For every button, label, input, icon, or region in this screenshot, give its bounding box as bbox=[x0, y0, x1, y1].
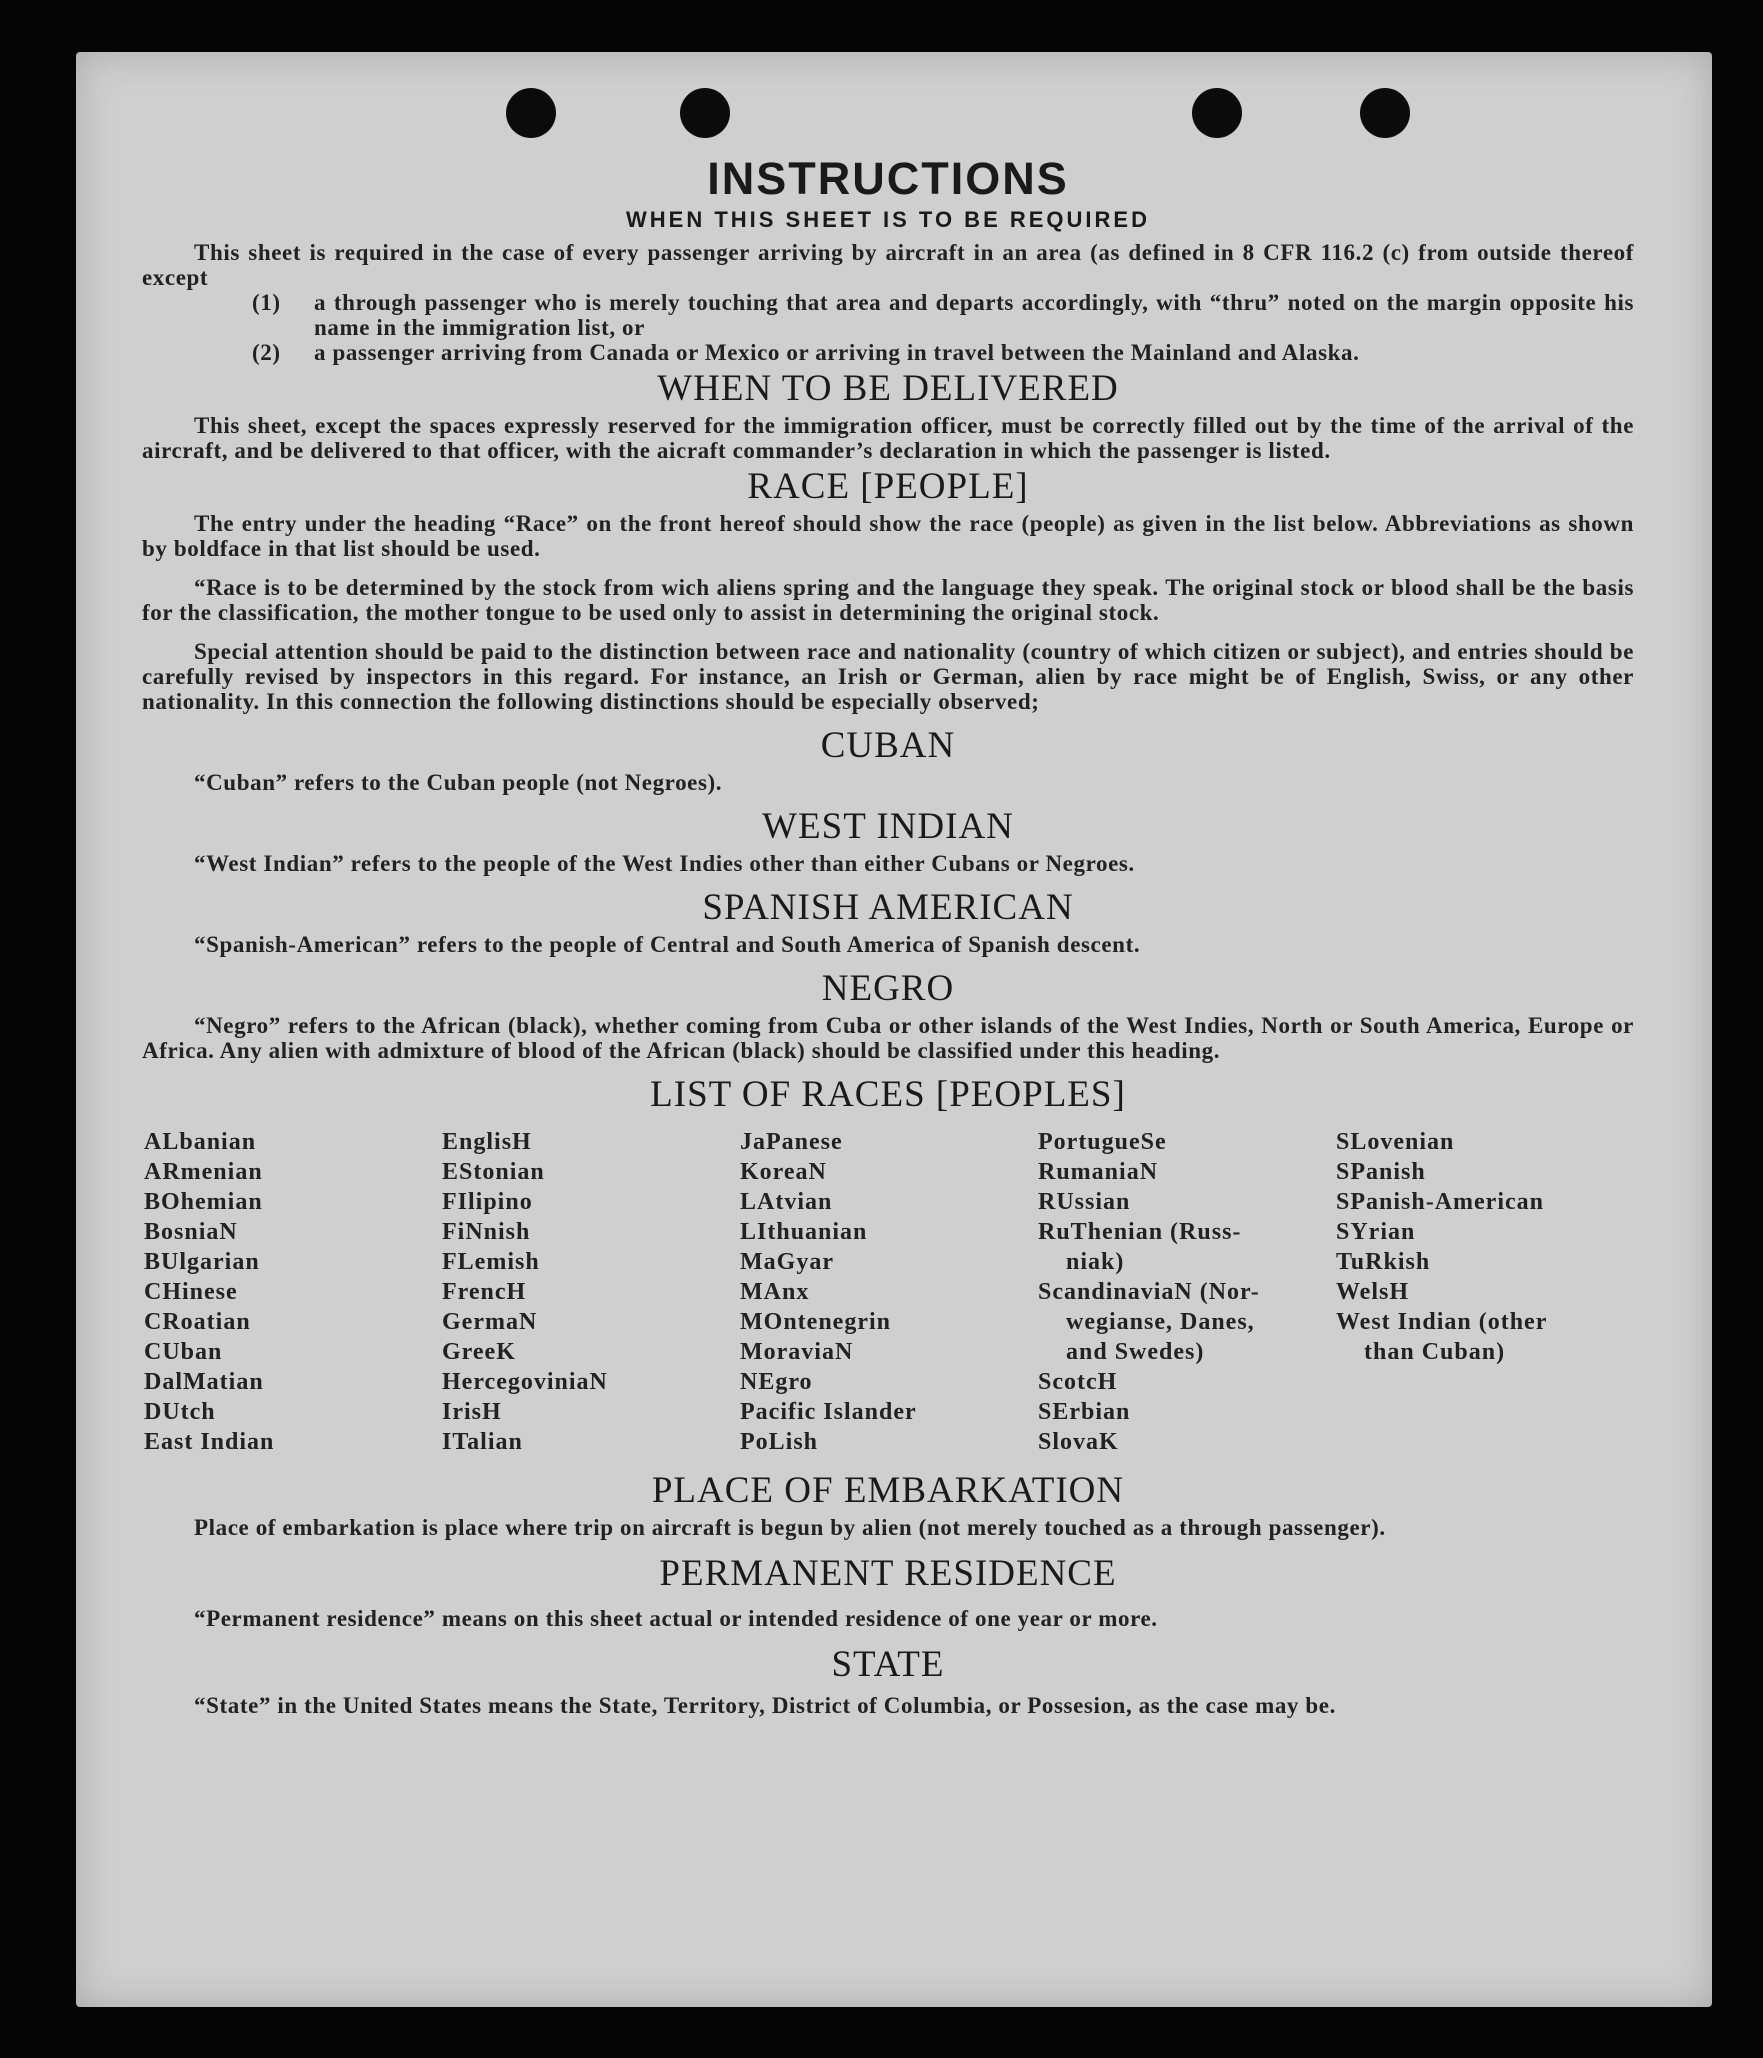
section-heading-spanish-american: SPANISH AMERICAN bbox=[702, 887, 1074, 928]
list-item-text: a passenger arriving from Canada or Mexico or arriving in travel between the Mainland and Alaska. bbox=[314, 340, 1360, 365]
race-entry-continued: niak) bbox=[1066, 1249, 1125, 1275]
race-p1-bold: boldface bbox=[173, 536, 262, 561]
race-entry: GermaN bbox=[442, 1309, 538, 1335]
races-column-5 bbox=[1336, 1127, 1634, 1457]
races-column-4 bbox=[1038, 1127, 1336, 1457]
race-entry: BosniaN bbox=[144, 1219, 238, 1245]
race-paragraph-2: “Race is to be determined by the stock from wich aliens spring and the language they speak. The original stock or blood shall be the basis for the classification, the mother tongue to be used only to assist in determining the original stock. bbox=[142, 575, 1634, 625]
section-heading-residence: PERMANENT RESIDENCE bbox=[659, 1553, 1117, 1594]
section-heading-race: RACE [PEOPLE] bbox=[747, 466, 1029, 507]
spanish-american-paragraph: “Spanish-American” refers to the people of Central and South America of Spanish descent. bbox=[194, 932, 1141, 957]
punch-hole bbox=[506, 88, 556, 138]
section-heading-list-of-races: LIST OF RACES [PEOPLES] bbox=[650, 1074, 1126, 1115]
races-column-2 bbox=[442, 1127, 740, 1457]
race-entry: East Indian bbox=[144, 1429, 275, 1455]
list-item bbox=[252, 290, 1634, 340]
list-item-number: (2) bbox=[252, 340, 281, 365]
race-entry: SPanish-American bbox=[1336, 1189, 1544, 1215]
race-entry-continued: wegianse, Danes, bbox=[1066, 1309, 1255, 1335]
race-entry: PortugueSe bbox=[1038, 1129, 1167, 1155]
list-item-text: a through passenger who is merely touching that area and departs accordingly, with “thru” noted on the margin opposite his name in the immigration list, or bbox=[314, 290, 1634, 340]
page-subtitle: WHEN THIS SHEET IS TO BE REQUIRED bbox=[626, 207, 1150, 232]
list-item bbox=[252, 340, 1634, 365]
races-list bbox=[144, 1127, 1634, 1457]
page-title: INSTRUCTIONS bbox=[707, 153, 1069, 204]
section-heading-cuban: CUBAN bbox=[820, 725, 956, 766]
race-entry: FrencH bbox=[442, 1279, 527, 1305]
race-entry: ARmenian bbox=[144, 1159, 263, 1185]
cuban-paragraph: “Cuban” refers to the Cuban people (not Negroes). bbox=[194, 770, 723, 795]
race-entry: IrisH bbox=[442, 1399, 502, 1425]
race-entry: SlovaK bbox=[1038, 1429, 1119, 1455]
race-entry: MOntenegrin bbox=[740, 1309, 891, 1335]
race-entry: RumaniaN bbox=[1038, 1159, 1159, 1185]
race-entry: CRoatian bbox=[144, 1309, 251, 1335]
punch-hole bbox=[1192, 88, 1242, 138]
race-entry: FiNnish bbox=[442, 1219, 531, 1245]
race-entry: CUban bbox=[144, 1339, 223, 1365]
section-heading-delivered: WHEN TO BE DELIVERED bbox=[657, 368, 1119, 409]
race-entry: JaPanese bbox=[740, 1129, 843, 1155]
race-entry: NEgro bbox=[740, 1369, 813, 1395]
race-entry: HercegoviniaN bbox=[442, 1369, 608, 1395]
race-entry: BOhemian bbox=[144, 1189, 263, 1215]
race-entry: LIthuanian bbox=[740, 1219, 868, 1245]
race-entry: GreeK bbox=[442, 1339, 516, 1365]
race-entry: SLovenian bbox=[1336, 1129, 1455, 1155]
race-p1-before: The entry under the heading “Race” on the front hereof should show the race (people) as given in the list below. Abbreviations as shown by bbox=[142, 511, 1634, 561]
race-entry-continued: and Swedes) bbox=[1066, 1339, 1205, 1365]
race-entry: KoreaN bbox=[740, 1159, 827, 1185]
race-entry: TuRkish bbox=[1336, 1249, 1431, 1275]
race-entry: MaGyar bbox=[740, 1249, 834, 1275]
race-entry: ScotcH bbox=[1038, 1369, 1118, 1395]
race-entry: BUlgarian bbox=[144, 1249, 260, 1275]
section-heading-west-indian: WEST INDIAN bbox=[762, 806, 1014, 847]
race-entry: PoLish bbox=[740, 1429, 819, 1455]
race-entry: SYrian bbox=[1336, 1219, 1416, 1245]
race-entry: ITalian bbox=[442, 1429, 523, 1455]
race-paragraph-1 bbox=[142, 511, 1634, 561]
races-column-3 bbox=[740, 1127, 1038, 1457]
delivered-paragraph: This sheet, except the spaces expressly reserved for the immigration officer, must be correctly filled out by the time of the arrival of the aircraft, and be delivered to that officer, with the aicraft commander’s declaration in which the passenger is listed. bbox=[142, 413, 1634, 463]
punch-hole bbox=[1360, 88, 1410, 138]
race-entry: WelsH bbox=[1336, 1279, 1410, 1305]
section-heading-negro: NEGRO bbox=[821, 968, 955, 1009]
list-item-number: (1) bbox=[252, 290, 281, 315]
race-entry: SErbian bbox=[1038, 1399, 1131, 1425]
race-entry: RUssian bbox=[1038, 1189, 1131, 1215]
race-entry: RuThenian (Russ- bbox=[1038, 1219, 1242, 1245]
race-entry: DUtch bbox=[144, 1399, 216, 1425]
race-entry: FIlipino bbox=[442, 1189, 533, 1215]
race-entry-continued: than Cuban) bbox=[1364, 1339, 1506, 1365]
state-paragraph: “State” in the United States means the State, Territory, District of Columbia, or Possesion, as the case may be. bbox=[194, 1693, 1336, 1718]
race-entry: FLemish bbox=[442, 1249, 540, 1275]
document-page bbox=[76, 52, 1712, 2007]
race-p1-after: in that list should be used. bbox=[268, 536, 541, 561]
race-entry: MoraviaN bbox=[740, 1339, 854, 1365]
races-column-1 bbox=[144, 1127, 442, 1457]
race-entry: LAtvian bbox=[740, 1189, 833, 1215]
intro-paragraph: This sheet is required in the case of every passenger arriving by aircraft in an area (as defined in 8 CFR 116.2 (c) from outside thereof except bbox=[142, 240, 1634, 290]
race-entry: MAnx bbox=[740, 1279, 810, 1305]
race-entry: ALbanian bbox=[144, 1129, 257, 1155]
race-entry: ScandinaviaN (Nor- bbox=[1038, 1279, 1260, 1305]
instructions-content bbox=[142, 152, 1634, 1718]
race-entry: DalMatian bbox=[144, 1369, 264, 1395]
embarkation-paragraph: Place of embarkation is place where trip on aircraft is begun by alien (not merely touched as a through passenger). bbox=[194, 1515, 1386, 1540]
race-paragraph-3: Special attention should be paid to the distinction between race and nationality (country of which citizen or subject), and entries should be carefully revised by inspectors in this regard. For instance, an Irish or German, alien by race might be of English, Swiss, or any other nationality. In this connection the following distinctions should be especially observed; bbox=[142, 639, 1634, 714]
negro-paragraph: “Negro” refers to the African (black), whether coming from Cuba or other islands of the West Indies, North or South America, Europe or Africa. Any alien with admixture of blood of the African (black) should be classified under this heading. bbox=[142, 1013, 1634, 1063]
race-entry: EnglisH bbox=[442, 1129, 532, 1155]
section-heading-state: STATE bbox=[831, 1644, 945, 1685]
west-indian-paragraph: “West Indian” refers to the people of the West Indies other than either Cubans or Negroes. bbox=[194, 851, 1135, 876]
race-entry: CHinese bbox=[144, 1279, 238, 1305]
race-entry: EStonian bbox=[442, 1159, 545, 1185]
section-heading-embarkation: PLACE OF EMBARKATION bbox=[651, 1470, 1125, 1511]
punch-hole bbox=[680, 88, 730, 138]
race-entry: Pacific Islander bbox=[740, 1399, 917, 1425]
race-entry: SPanish bbox=[1336, 1159, 1426, 1185]
residence-paragraph: “Permanent residence” means on this sheet actual or intended residence of one year or more. bbox=[194, 1606, 1158, 1631]
race-entry: West Indian (other bbox=[1336, 1309, 1548, 1335]
